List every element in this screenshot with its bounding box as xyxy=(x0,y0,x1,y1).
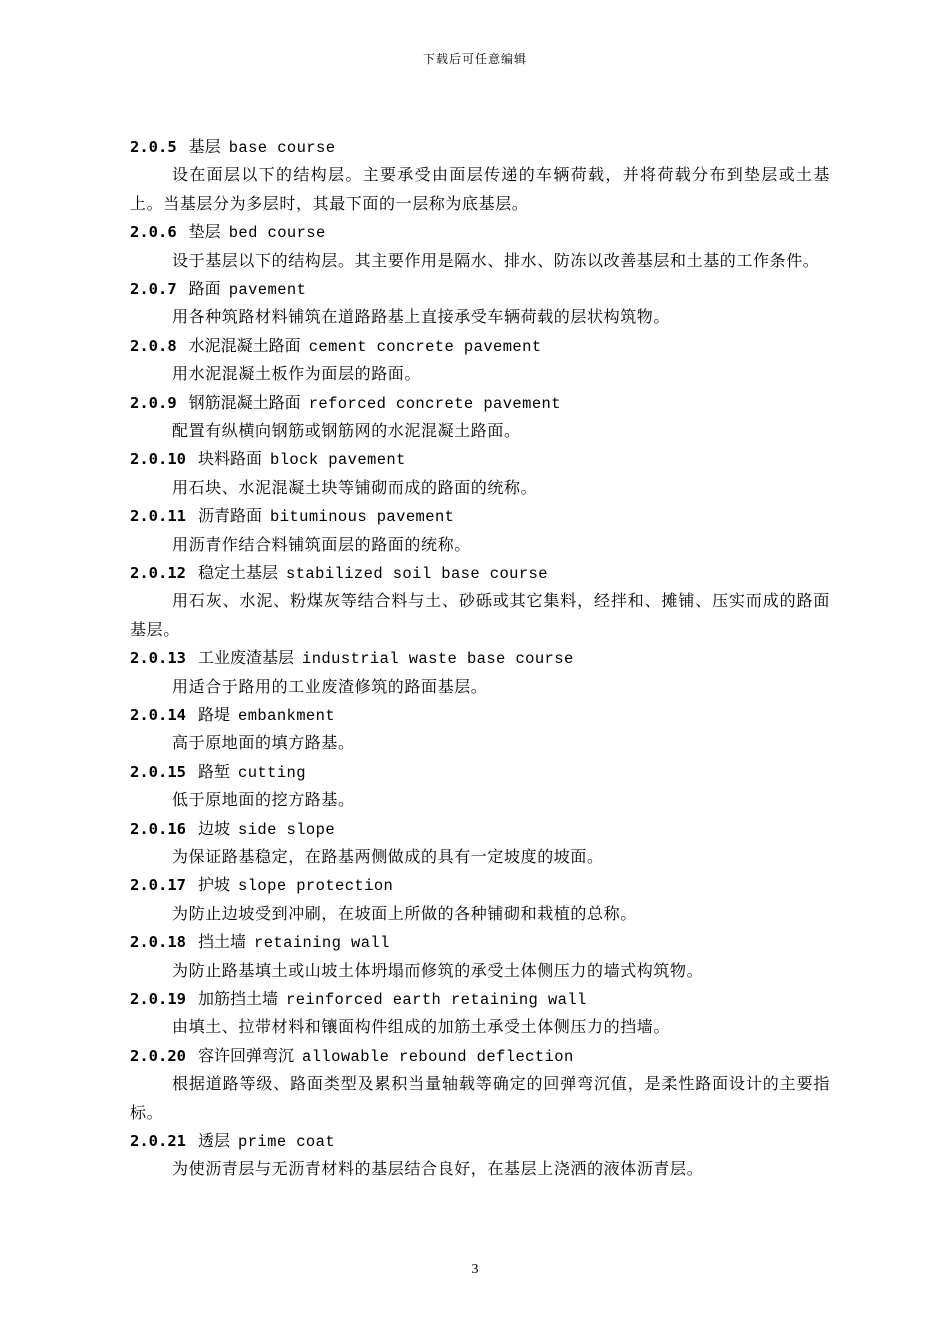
entry-definition: 根据道路等级、路面类型及累积当量轴载等确定的回弹弯沉值，是柔性路面设计的主要指标。 xyxy=(130,1074,830,1122)
glossary-entry xyxy=(130,644,830,701)
entry-definition: 设在面层以下的结构层。主要承受由面层传递的车辆荷载，并将荷载分布到垫层或土基上。当基层分为多层时，其最下面的一层称为底基层。 xyxy=(130,165,830,213)
entry-term-zh: 垫层 xyxy=(188,222,221,242)
entry-term-en: block pavement xyxy=(270,451,406,470)
entry-definition: 配置有纵横向钢筋或钢筋网的水泥混凝土路面。 xyxy=(172,420,521,440)
entry-number: 2.0.17 xyxy=(130,876,186,895)
entry-definition: 用沥青作结合料铺筑面层的路面的统称。 xyxy=(172,534,471,554)
entry-definition: 为使沥青层与无沥青材料的基层结合良好，在基层上浇洒的液体沥青层。 xyxy=(172,1159,704,1179)
entry-definition: 高于原地面的填方路基。 xyxy=(172,733,355,753)
entry-term-zh: 路堤 xyxy=(198,704,231,724)
entry-number: 2.0.5 xyxy=(130,138,177,156)
glossary-entry xyxy=(130,1127,830,1184)
entry-definition: 用石块、水泥混凝土块等铺砌而成的路面的统称。 xyxy=(172,477,538,497)
entry-term-en: allowable rebound deflection xyxy=(302,1047,574,1066)
entry-number: 2.0.20 xyxy=(130,1046,186,1065)
entry-term-zh: 挡土墙 xyxy=(198,932,247,952)
entry-term-en: retaining wall xyxy=(254,934,390,953)
glossary-entry xyxy=(130,502,830,559)
entry-term-zh: 加筋挡土墙 xyxy=(198,988,279,1008)
entry-term-zh: 工业废渣基层 xyxy=(198,648,295,668)
entry-term-zh: 路堑 xyxy=(198,761,231,781)
entry-definition: 用石灰、水泥、粉煤灰等结合料与土、砂砾或其它集料，经拌和、摊铺、压实而成的路面基层。 xyxy=(130,591,830,639)
entry-term-zh: 沥青路面 xyxy=(198,506,263,526)
entry-term-zh: 透层 xyxy=(198,1130,231,1150)
entry-definition: 设于基层以下的结构层。其主要作用是隔水、排水、防冻以改善基层和土基的工作条件。 xyxy=(172,250,820,270)
entry-heading xyxy=(130,985,830,1013)
glossary-entry xyxy=(130,133,830,218)
entry-number: 2.0.6 xyxy=(130,223,177,242)
entry-term-en: bituminous pavement xyxy=(270,508,455,527)
entry-number: 2.0.13 xyxy=(130,649,186,668)
glossary-entry xyxy=(130,445,830,502)
entry-definition: 用适合于路用的工业废渣修筑的路面基层。 xyxy=(172,676,488,696)
entry-term-zh: 路面 xyxy=(188,279,221,298)
entry-heading xyxy=(130,332,830,360)
glossary-entry xyxy=(130,332,830,389)
entry-definition: 为防止路基填土或山坡土体坍塌而修筑的承受土体侧压力的墙式构筑物。 xyxy=(172,960,704,980)
glossary-entry xyxy=(130,701,830,758)
entry-term-en: bed course xyxy=(228,224,326,243)
entry-number: 2.0.10 xyxy=(130,450,186,469)
entry-heading xyxy=(130,815,830,843)
entry-term-en: slope protection xyxy=(238,877,394,896)
entry-number: 2.0.18 xyxy=(130,933,186,952)
entry-term-en: prime coat xyxy=(238,1132,336,1151)
entry-number: 2.0.15 xyxy=(130,762,186,781)
glossary-entry xyxy=(130,1042,830,1127)
entry-heading xyxy=(130,758,830,786)
entry-number: 2.0.9 xyxy=(130,393,177,412)
entry-heading xyxy=(130,871,830,899)
entry-number: 2.0.8 xyxy=(130,336,177,355)
entry-term-zh: 钢筋混凝土路面 xyxy=(188,392,301,412)
entry-term-zh: 边坡 xyxy=(198,818,231,838)
entry-number: 2.0.16 xyxy=(130,819,186,838)
glossary-entry xyxy=(130,985,830,1042)
entry-term-en: cement concrete pavement xyxy=(308,337,542,356)
entry-heading xyxy=(130,389,830,417)
entry-heading xyxy=(130,218,830,246)
entry-term-zh: 容许回弹弯沉 xyxy=(198,1045,295,1065)
entry-term-zh: 块料路面 xyxy=(198,449,263,469)
page-number: 3 xyxy=(471,1262,479,1277)
entry-number: 2.0.14 xyxy=(130,705,186,724)
entry-definition: 为保证路基稳定，在路基两侧做成的具有一定坡度的坡面。 xyxy=(172,846,604,866)
entry-heading xyxy=(130,644,830,672)
entry-heading xyxy=(130,502,830,530)
entry-term-en: base course xyxy=(228,139,336,157)
entry-term-en: stabilized soil base course xyxy=(286,564,548,583)
glossary-entry xyxy=(130,871,830,928)
entry-definition: 用水泥混凝土板作为面层的路面。 xyxy=(172,364,422,384)
entry-term-zh: 水泥混凝土路面 xyxy=(188,335,301,355)
glossary-content xyxy=(130,133,830,1184)
entry-heading xyxy=(130,928,830,956)
entry-number: 2.0.11 xyxy=(130,507,186,526)
glossary-entry xyxy=(130,218,830,275)
entry-term-en: embankment xyxy=(238,706,336,725)
entry-term-en: cutting xyxy=(238,763,306,782)
entry-heading xyxy=(130,559,830,587)
entry-heading xyxy=(130,133,830,161)
entry-heading xyxy=(130,1127,830,1155)
entry-definition: 用各种筑路材料铺筑在道路路基上直接承受车辆荷载的层状构筑物。 xyxy=(172,307,671,327)
entry-number: 2.0.19 xyxy=(130,989,186,1008)
entry-definition: 为防止边坡受到冲刷，在坡面上所做的各种铺砌和栽植的总称。 xyxy=(172,903,637,923)
entry-number: 2.0.12 xyxy=(130,563,186,582)
glossary-entry xyxy=(130,928,830,985)
glossary-entry xyxy=(130,389,830,446)
entry-term-zh: 稳定土基层 xyxy=(198,562,279,582)
glossary-entry xyxy=(130,275,830,332)
entry-heading xyxy=(130,275,830,303)
glossary-entry xyxy=(130,758,830,815)
page-header: 下载后可任意编辑 xyxy=(422,52,527,66)
glossary-entry xyxy=(130,559,830,644)
entry-term-en: reforced concrete pavement xyxy=(308,394,561,413)
entry-definition: 低于原地面的挖方路基。 xyxy=(172,790,355,810)
entry-heading xyxy=(130,1042,830,1070)
entry-term-en: industrial waste base course xyxy=(302,650,574,669)
entry-heading xyxy=(130,445,830,473)
entry-number: 2.0.21 xyxy=(130,1131,186,1150)
entry-number: 2.0.7 xyxy=(130,280,177,298)
entry-term-en: reinforced earth retaining wall xyxy=(286,990,587,1009)
entry-heading xyxy=(130,701,830,729)
entry-term-en: pavement xyxy=(228,281,307,299)
entry-term-zh: 护坡 xyxy=(198,875,231,895)
glossary-entry xyxy=(130,815,830,872)
entry-term-en: side slope xyxy=(238,820,336,839)
entry-definition: 由填土、拉带材料和镶面构件组成的加筋土承受土体侧压力的挡墙。 xyxy=(172,1017,671,1037)
entry-term-zh: 基层 xyxy=(188,137,221,156)
